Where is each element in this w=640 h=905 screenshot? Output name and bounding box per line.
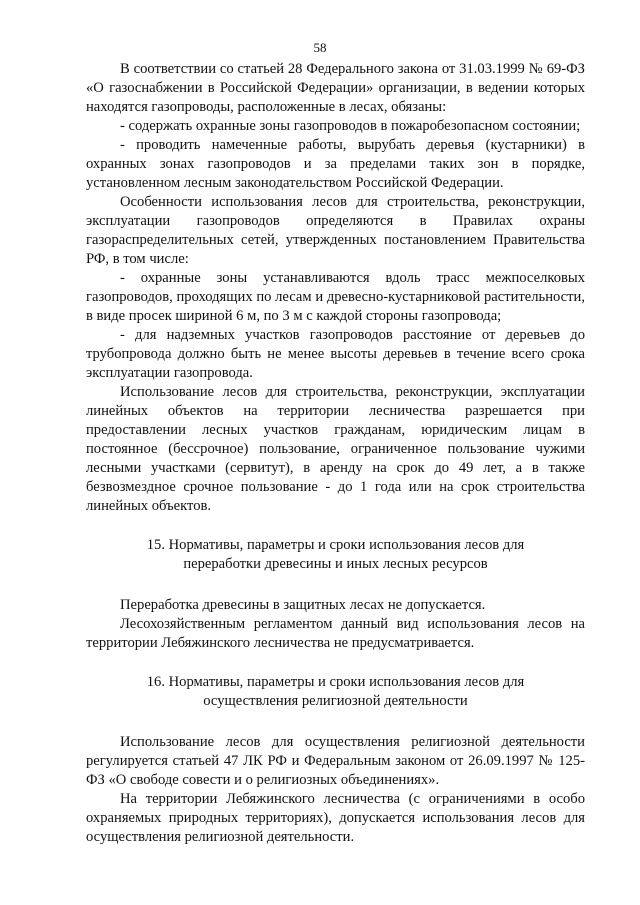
list-item-protection-zones: - охранные зоны устанавливаются вдоль трасс межпоселковых газопроводов, проходящих по лесам и древесно-кустарниковой растительности, в виде просек шириной 6 м, по 3 м с каждой стороны газопровода;	[86, 270, 585, 324]
paragraph-gas-rules: Особенности использования лесов для строительства, реконструкции, эксплуатации газопроводов определяются в Правилах охраны газораспределительных сетей, утвержденных постановлением Правительства РФ, в том числе:	[86, 194, 585, 267]
list-item-tree-cutting: - проводить намеченные работы, вырубать деревья (кустарники) в охранных зонах газопроводов и за пределами таких зон в порядке, установленном лесным законодательством Российской Федерации.	[86, 137, 585, 191]
section-16-title-line1: 16. Нормативы, параметры и сроки использования лесов для	[146, 674, 525, 690]
section-16-title-line2: осуществления религиозной деятельности	[203, 693, 468, 709]
page-content	[86, 60, 585, 847]
page-number: 58	[313, 40, 327, 55]
section-16-paragraph-1: Использование лесов для осуществления религиозной деятельности регулируется статьей 47 ЛК РФ и Федеральным законом от 26.09.1997 № 125-ФЗ «О свободе совести и о религиозных объединениях».	[86, 734, 585, 788]
paragraph-linear-objects: Использование лесов для строительства, реконструкции, эксплуатации линейных объектов на территории лесничества разрешается при предоставлении лесных участков гражданам, юридическим лицам в постоянное (бессрочное) пользование, ограниченное пользование чужими лесными участками (сервитут), в аренду на срок до 49 лет, а в также безвозмездное срочное пользование - до 1 года или на срок строительства линейных объектов.	[86, 384, 585, 514]
section-15-paragraph-1: Переработка древесины в защитных лесах не допускается.	[120, 597, 486, 613]
section-15-heading	[86, 536, 585, 574]
section-16-paragraph-2: На территории Лебяжинского лесничества (с ограничениями в особо охраняемых природных территориях), допускается использования лесов для осуществления религиозной деятельности.	[86, 791, 585, 845]
section-15-paragraph-2: Лесохозяйственным регламентом данный вид использования лесов на территории Лебяжинского лесничества не предусматривается.	[86, 616, 585, 651]
list-item-fire-safety: - содержать охранные зоны газопроводов в пожаробезопасном состоянии;	[120, 118, 581, 134]
paragraph-gas-law: В соответствии со статьей 28 Федерального закона от 31.03.1999 № 69-ФЗ «О газоснабжении в Российской Федерации» организации, в ведении которых находятся газопроводы, расположенные в лесах, обязаны:	[86, 61, 585, 115]
section-15-title-line1: 15. Нормативы, параметры и сроки использования лесов для	[146, 537, 525, 553]
section-16-heading	[86, 673, 585, 711]
section-15-title-line2: переработки древесины и иных лесных ресурсов	[183, 556, 488, 572]
list-item-overhead-pipelines: - для надземных участков газопроводов расстояние от деревьев до трубопровода должно быть не менее высоты деревьев в течение всего срока эксплуатации газопровода.	[86, 327, 585, 381]
